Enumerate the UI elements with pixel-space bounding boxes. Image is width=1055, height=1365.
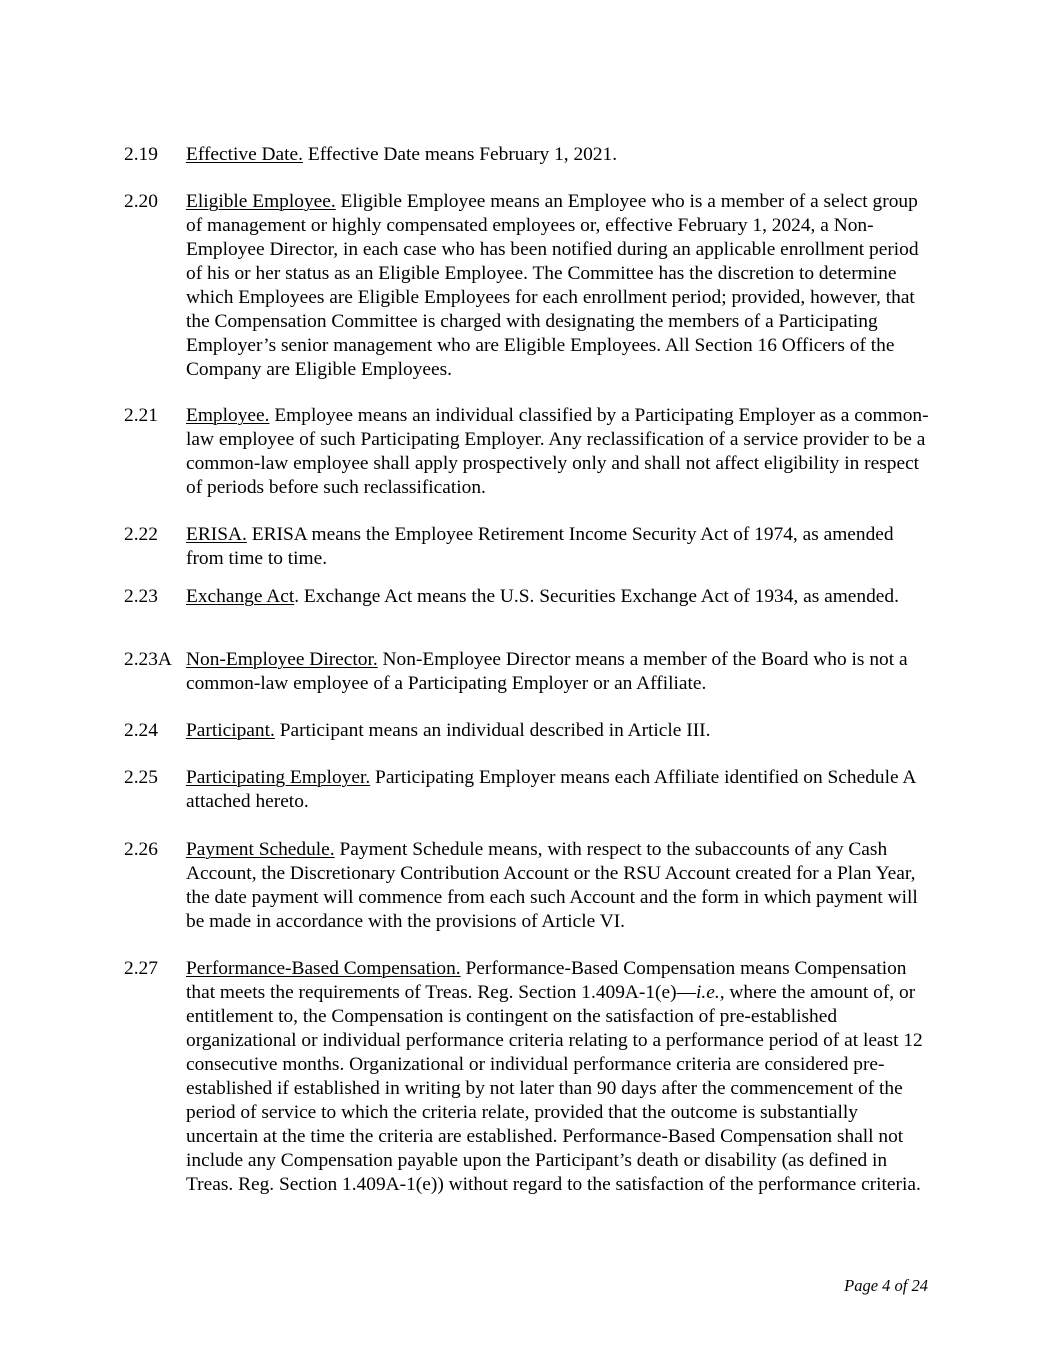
definition-text-continued: , where the amount of, or entitlement to, the Compensation is contingent on the satisfaction of pre-established organizational or individual performance criteria relating to a performance period of at least 12 consecutive months. Organizational or individual performance criteria are considered pre-established if established in writing by not later than 90 days after the commencement of the period of service to which the criteria relate, provided that the outcome is substantially uncertain at the time the criteria are established. Performance-Based Compensation shall not include any Compensation payable upon the Participant’s death or disability (as defined in Treas. Reg. Section 1.409A-1(e)) without regard to the satisfaction of the performance criteria. [186,982,923,1195]
defined-term: Participant. [186,720,275,741]
definition-text: ERISA means the Employee Retirement Income Security Act of 1974, as amended from time to time. [186,524,894,569]
section-number: 2.23 [124,586,158,607]
page-number-footer: Page 4 of 24 [844,1276,928,1295]
defined-term: Employee. [186,405,270,426]
section-body [186,838,934,934]
section-body [186,766,934,814]
section-body [186,585,934,609]
section-body [186,719,934,743]
definition-text: Employee means an individual classified by a Participating Employer as a common-law employee of such Participating Employer. Any reclassification of a service provider to be a common-law employee shall apply prospectively only and shall not affect eligibility in respect of periods before such reclassification. [186,405,929,498]
section-body [186,190,934,382]
defined-term: Exchange Act [186,586,295,607]
definition-text: Payment Schedule means, with respect to the subaccounts of any Cash Account, the Discretionary Contribution Account or the RSU Account created for a Plan Year, the date payment will commence from each such Account and the form in which payment will be made in accordance with the provisions of Article VI. [186,839,918,932]
section-number: 2.20 [124,191,158,212]
section-body [186,143,934,167]
defined-term: Participating Employer. [186,767,371,788]
section-body [186,648,934,696]
section-body [186,523,934,571]
defined-term: Performance-Based Compensation. [186,958,461,979]
section-number: 2.21 [124,405,158,426]
definition-text: Eligible Employee means an Employee who is a member of a select group of management or highly compensated employees or, effective February 1, 2024, a Non-Employee Director, in each case who has been notified during an applicable enrollment period of his or her status as an Eligible Employee. The Committee has the discretion to determine which Employees are Eligible Employees for each enrollment period; provided, however, that the Compensation Committee is charged with designating the members of a Participating Employer’s senior management who are Eligible Employees. All Section 16 Officers of the Company are Eligible Employees. [186,191,919,380]
section-number: 2.26 [124,839,158,860]
section-body [186,957,934,1197]
definition-text: Effective Date means February 1, 2021. [303,144,618,165]
definition-text: Participant means an individual described in Article III. [274,720,711,741]
italic-abbreviation: i.e. [695,982,720,1003]
section-number: 2.22 [124,524,158,545]
defined-term: Payment Schedule. [186,839,335,860]
section-body [186,404,934,500]
section-number: 2.19 [124,144,158,165]
definition-text: Performance-Based Compensation means Compensation that meets the requirements of Treas. Reg. Section 1.409A-1(e)— [186,958,907,1003]
section-number: 2.27 [124,958,158,979]
definition-text: Participating Employer means each Affiliate identified on Schedule A attached hereto. [186,767,916,812]
defined-term: Effective Date. [186,144,303,165]
section-number: 2.24 [124,720,158,741]
defined-term: Non-Employee Director. [186,649,378,670]
defined-term: ERISA. [186,524,247,545]
definition-text: Non-Employee Director means a member of the Board who is not a common-law employee of a Participating Employer or an Affiliate. [186,649,908,694]
section-number: 2.25 [124,767,158,788]
definition-text: . Exchange Act means the U.S. Securities Exchange Act of 1934, as amended. [294,586,899,607]
section-number: 2.23A [124,649,172,670]
defined-term: Eligible Employee. [186,191,336,212]
